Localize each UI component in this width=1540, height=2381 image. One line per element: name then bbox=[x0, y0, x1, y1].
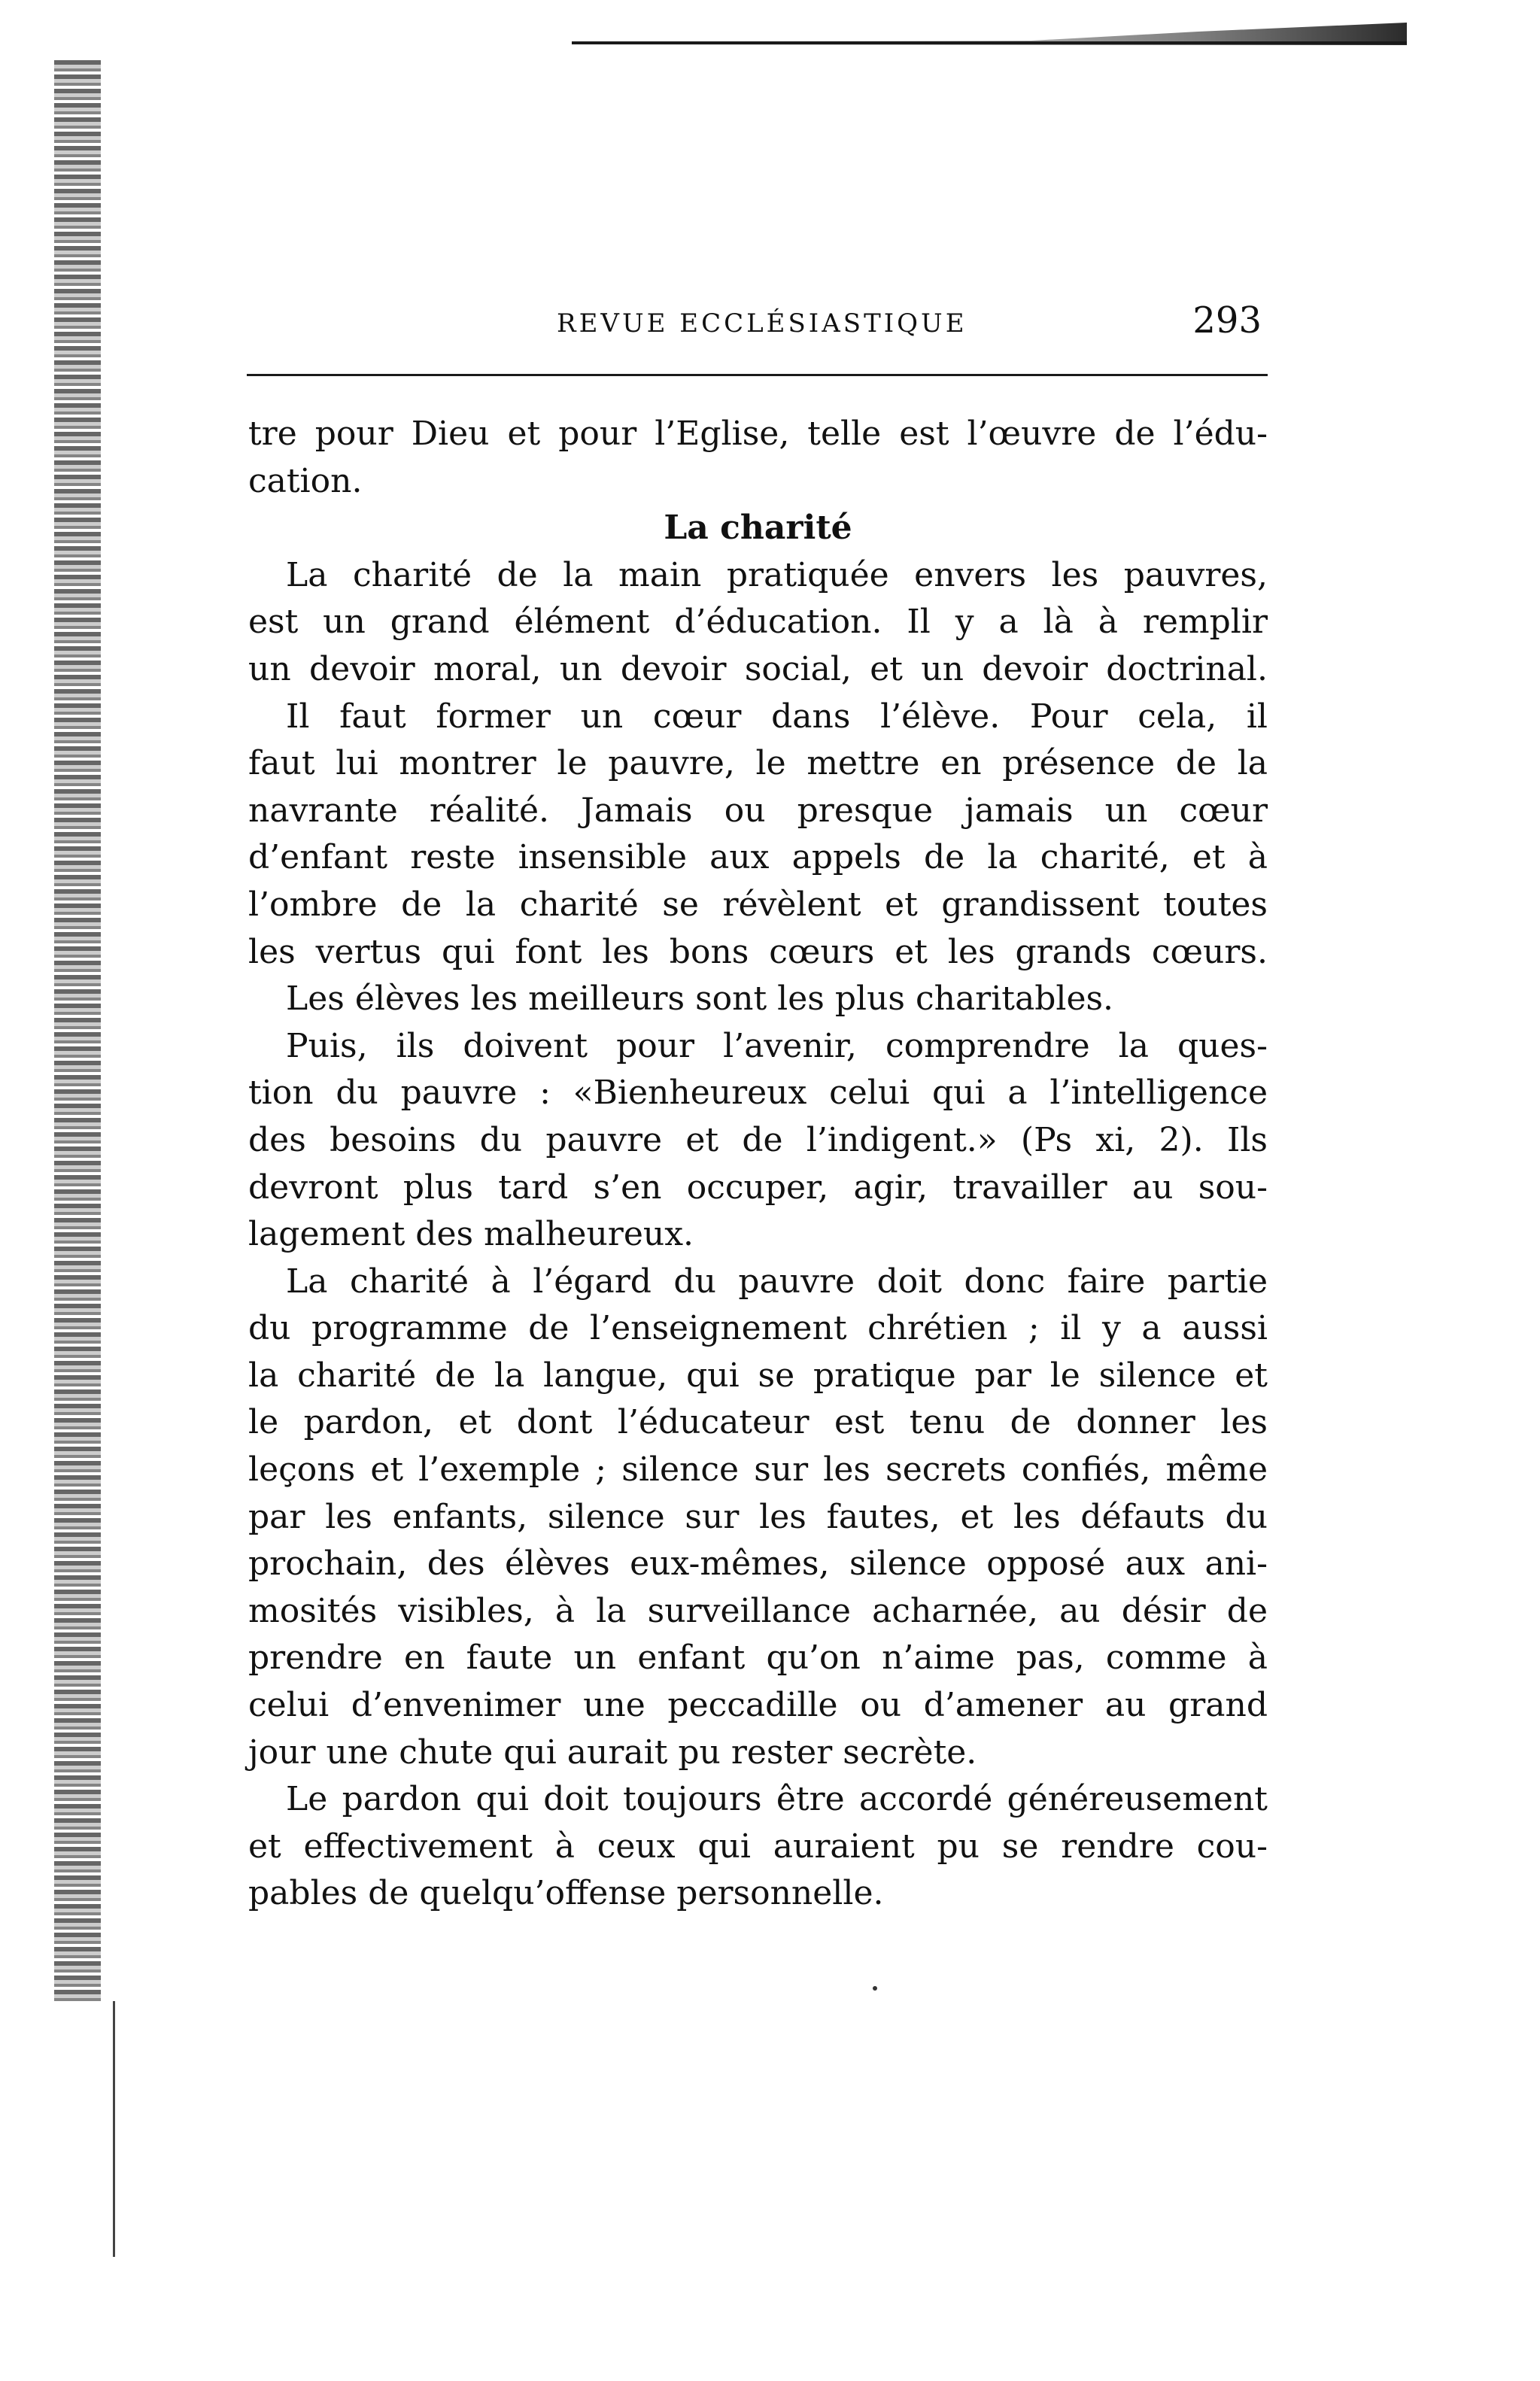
paragraph-7 bbox=[248, 1776, 1268, 1918]
text-line: lagement des malheureux. bbox=[248, 1215, 694, 1254]
paragraph-5 bbox=[248, 1023, 1268, 1259]
text-line: devront plus tard s’en occuper, agir, travailler au sou- bbox=[248, 1168, 1268, 1207]
text-line: d’enfant reste insensible aux appels de la charité, et à bbox=[248, 838, 1268, 877]
text-line: du programme de l’enseignement chrétien ; il y a aussi bbox=[248, 1309, 1268, 1348]
text-line: le pardon, et dont l’éducateur est tenu de donner les bbox=[248, 1403, 1268, 1442]
text-line: Le pardon qui doit toujours être accordé généreusement bbox=[286, 1780, 1268, 1819]
text-line: par les enfants, silence sur les fautes, et les défauts du bbox=[248, 1497, 1268, 1536]
text-line: prochain, des élèves eux-mêmes, silence opposé aux ani- bbox=[248, 1544, 1268, 1584]
text-line: faut lui montrer le pauvre, le mettre en présence de la bbox=[248, 744, 1268, 783]
text-line: mosités visibles, à la surveillance acharnée, au désir de bbox=[248, 1591, 1268, 1630]
running-head: REVUE ECCLÉSIASTIQUE bbox=[557, 308, 967, 339]
scan-binding-edge bbox=[54, 60, 101, 2001]
text-line: un devoir moral, un devoir social, et un devoir doctrinal. bbox=[248, 649, 1268, 688]
text-line: celui d’envenimer une peccadille ou d’amener au grand bbox=[248, 1686, 1268, 1725]
text-line: les vertus qui font les bons cœurs et les grands cœurs. bbox=[248, 932, 1268, 971]
text-line: l’ombre de la charité se révèlent et grandissent toutes bbox=[248, 885, 1268, 924]
text-line: pables de quelqu’offense personnelle. bbox=[248, 1874, 884, 1913]
text-line: prendre en faute un enfant qu’on n’aime pas, comme à bbox=[248, 1638, 1268, 1678]
paragraph-3 bbox=[248, 694, 1268, 976]
text-line: et effectivement à ceux qui auraient pu se rendre cou- bbox=[248, 1827, 1268, 1866]
scan-speck bbox=[873, 1986, 877, 1991]
text-line: leçons et l’exemple ; silence sur les secrets confiés, même bbox=[248, 1450, 1268, 1490]
scan-top-rule bbox=[572, 41, 1407, 44]
page-header bbox=[248, 299, 1268, 352]
text-line: cation. bbox=[248, 461, 363, 500]
text-line: Il faut former un cœur dans l’élève. Pour cela, il bbox=[286, 697, 1268, 736]
text-line: La charité de la main pratiquée envers les pauvres, bbox=[286, 555, 1268, 594]
section-title: La charité bbox=[664, 509, 852, 548]
paragraph-2 bbox=[248, 552, 1268, 694]
text-line: Les élèves les meilleurs sont les plus charitables. bbox=[286, 979, 1114, 1019]
text-line: navrante réalité. Jamais ou presque jamais un cœur bbox=[248, 791, 1268, 830]
paragraph-6 bbox=[248, 1259, 1268, 1777]
text-line: tre pour Dieu et pour l’Eglise, telle est l’œuvre de l’édu- bbox=[248, 415, 1268, 453]
page-number: 293 bbox=[1192, 299, 1262, 342]
text-line: jour une chute qui aurait pu rester secrète. bbox=[248, 1733, 977, 1772]
text-line: est un grand élément d’éducation. Il y a là à remplir bbox=[248, 603, 1268, 642]
paragraph-1 bbox=[248, 411, 1268, 505]
body-text bbox=[248, 411, 1268, 1918]
header-rule bbox=[247, 374, 1268, 376]
paragraph-4 bbox=[248, 976, 1268, 1023]
text-line: Puis, ils doivent pour l’avenir, comprendre la ques- bbox=[286, 1026, 1268, 1065]
text-line: des besoins du pauvre et de l’indigent.» (Ps xi, 2). Ils bbox=[248, 1120, 1268, 1159]
scan-edge-line bbox=[113, 2001, 115, 2257]
text-line: tion du pauvre : «Bienheureux celui qui a l’intelligence bbox=[248, 1074, 1268, 1113]
text-line: La charité à l’égard du pauvre doit donc faire partie bbox=[286, 1262, 1268, 1301]
text-line: la charité de la langue, qui se pratique par le silence et bbox=[248, 1356, 1268, 1395]
